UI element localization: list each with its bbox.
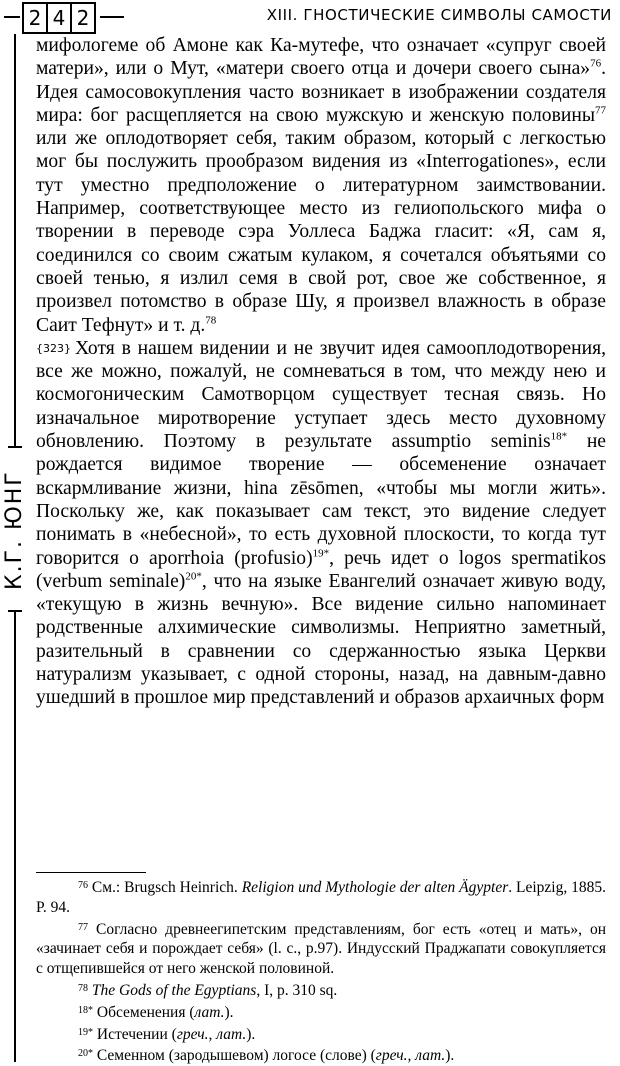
footnote-text: , I, p. 310 sq.: [256, 981, 338, 999]
paragraph-number: {323}: [36, 341, 71, 355]
footnote-mark: 18*: [78, 1004, 93, 1016]
footnote-text: Семенном (зародышевом) логосе (слове) (: [93, 1047, 376, 1065]
footnote-ref[interactable]: 76: [590, 57, 602, 70]
footnote: [36, 918, 606, 979]
header-ornament-line: [100, 16, 124, 18]
footnote: [36, 1044, 606, 1066]
footnote-text: Согласно древнеегипетским представлениям, бог есть «отец и мать», он «зачинает себя и порождает себя» (l. c., p.97). Индусский Праджапати совокупляется с отщепившейся от него женской половиной.: [36, 920, 606, 978]
footnote-ref[interactable]: 77: [595, 104, 606, 117]
footnote: [36, 979, 606, 1001]
footnote-ref[interactable]: 20*: [185, 570, 202, 583]
footnote: [36, 1001, 606, 1023]
footnote: [36, 1023, 606, 1045]
footnote-mark: 78: [78, 982, 88, 994]
footnote-text: См.: Brugsch Heinrich.: [88, 879, 242, 896]
text-run: Хотя в нашем видении и не звучит идея самооплодотворения, все же можно, пожалуй, не сомневаться в том, что между нею и космогоническим Самотворцом существует тесная связь. Но изначальное миротворение уступает здесь место духовному обновлению. Поэтому в результате assumptio seminis: [36, 337, 606, 453]
header-ornament-left: [4, 16, 20, 18]
page-number-digit: 2: [70, 2, 96, 34]
margin-rule-cap: [8, 446, 22, 448]
footnote-mark: 76: [78, 880, 88, 891]
running-title: XIII. ГНОСТИЧЕСКИЕ СИМВОЛЫ САМОСТИ: [266, 6, 612, 24]
footnote-mark: 19*: [78, 1026, 93, 1038]
text-run: , речь идет о logos spermatikos (verbum seminale): [36, 547, 606, 592]
footnote-italic: The Gods of the Egyptians: [91, 981, 257, 999]
paragraph: [36, 337, 606, 710]
footnote-italic: греч., лат.: [375, 1047, 446, 1065]
footnote-ref[interactable]: 18*: [550, 430, 568, 443]
footnotes: [36, 876, 606, 1066]
footnote-separator: [36, 872, 146, 873]
page-number: [22, 2, 94, 32]
paragraph: [36, 34, 606, 337]
footnote: [36, 876, 606, 918]
text-run: или же оплодотворяет себя, таким образом, который с легкостью мог бы послужить прообразом видения из «Interrogationes», если тут уместно предположение о литературном заимствовании. Например, соответствующее место из гелиопольского мифа о творении в переводе сэра Уоллеса Баджа гласит: «Я, сам я, соединился со своим сжатым кулаком, я сочетался объятьями со своей тенью, я излил семя в свой рот, свое же собственное, я произвел потомство в образе Шу, я произвел влажность в образе Саит Тефнут» и т. д.: [36, 128, 606, 336]
footnote-text: Истечении (: [93, 1025, 177, 1043]
text-run: , что на языке Евангелий означает живую воду, «текущую в жизнь вечную». Все видение сильно напоминает родственные алхимические символизмы. Неприятно заметный, разительный в сравнении со сдержанностью языка Церкви натурализм указывает, с одной стороны, назад, на давным-давно ушедший в прошлое мир представлений и образов архаичных форм: [36, 570, 606, 709]
page-number-digit: 4: [46, 2, 72, 34]
footnote-text: . Leipzig, 1885. P. 94.: [36, 879, 607, 916]
footnote-italic: Religion und Mythologie der alten Ägypter: [241, 879, 509, 896]
margin-rule-top: [14, 34, 16, 446]
page-number-digit: 2: [22, 2, 48, 34]
footnote-italic: лат.: [194, 1003, 225, 1021]
footnote-mark: 20*: [78, 1048, 93, 1060]
text-run: мифологеме об Амоне как Ка-мутефе, что означает «супруг своей матери», или о Мут, «матери своего отца и дочери своего сына»: [36, 35, 606, 80]
footnote-text: ).: [445, 1047, 455, 1065]
footnote-text: ).: [246, 1025, 256, 1043]
text-run: . Идея самосовокупления часто возникает в изображении создателя мира: бог расщепляется на свою мужскую и женскую половины: [36, 58, 606, 126]
footnote-text: ).: [224, 1003, 234, 1021]
footnote-italic: греч., лат.: [176, 1025, 247, 1043]
footnote-ref[interactable]: 78: [205, 314, 217, 327]
footnote-ref[interactable]: 19*: [312, 547, 330, 559]
running-author: К.Г. ЮНГ: [2, 470, 27, 590]
body-text: [36, 34, 606, 710]
footnote-text: Обсеменения (: [93, 1003, 195, 1021]
margin-rule-bottom: [14, 612, 16, 1062]
footnote-mark: 77: [78, 921, 88, 933]
text-run: не рождается видимое творение — обсеменение означает вскармливание жизни, hina zēsōmen, «чтобы мы могли жить». Поскольку же, как показывает сам текст, это видение следует понимать в «небесной», то есть духовной плоскости, то когда тут говорится о aporrhoia (profusio): [36, 431, 606, 569]
